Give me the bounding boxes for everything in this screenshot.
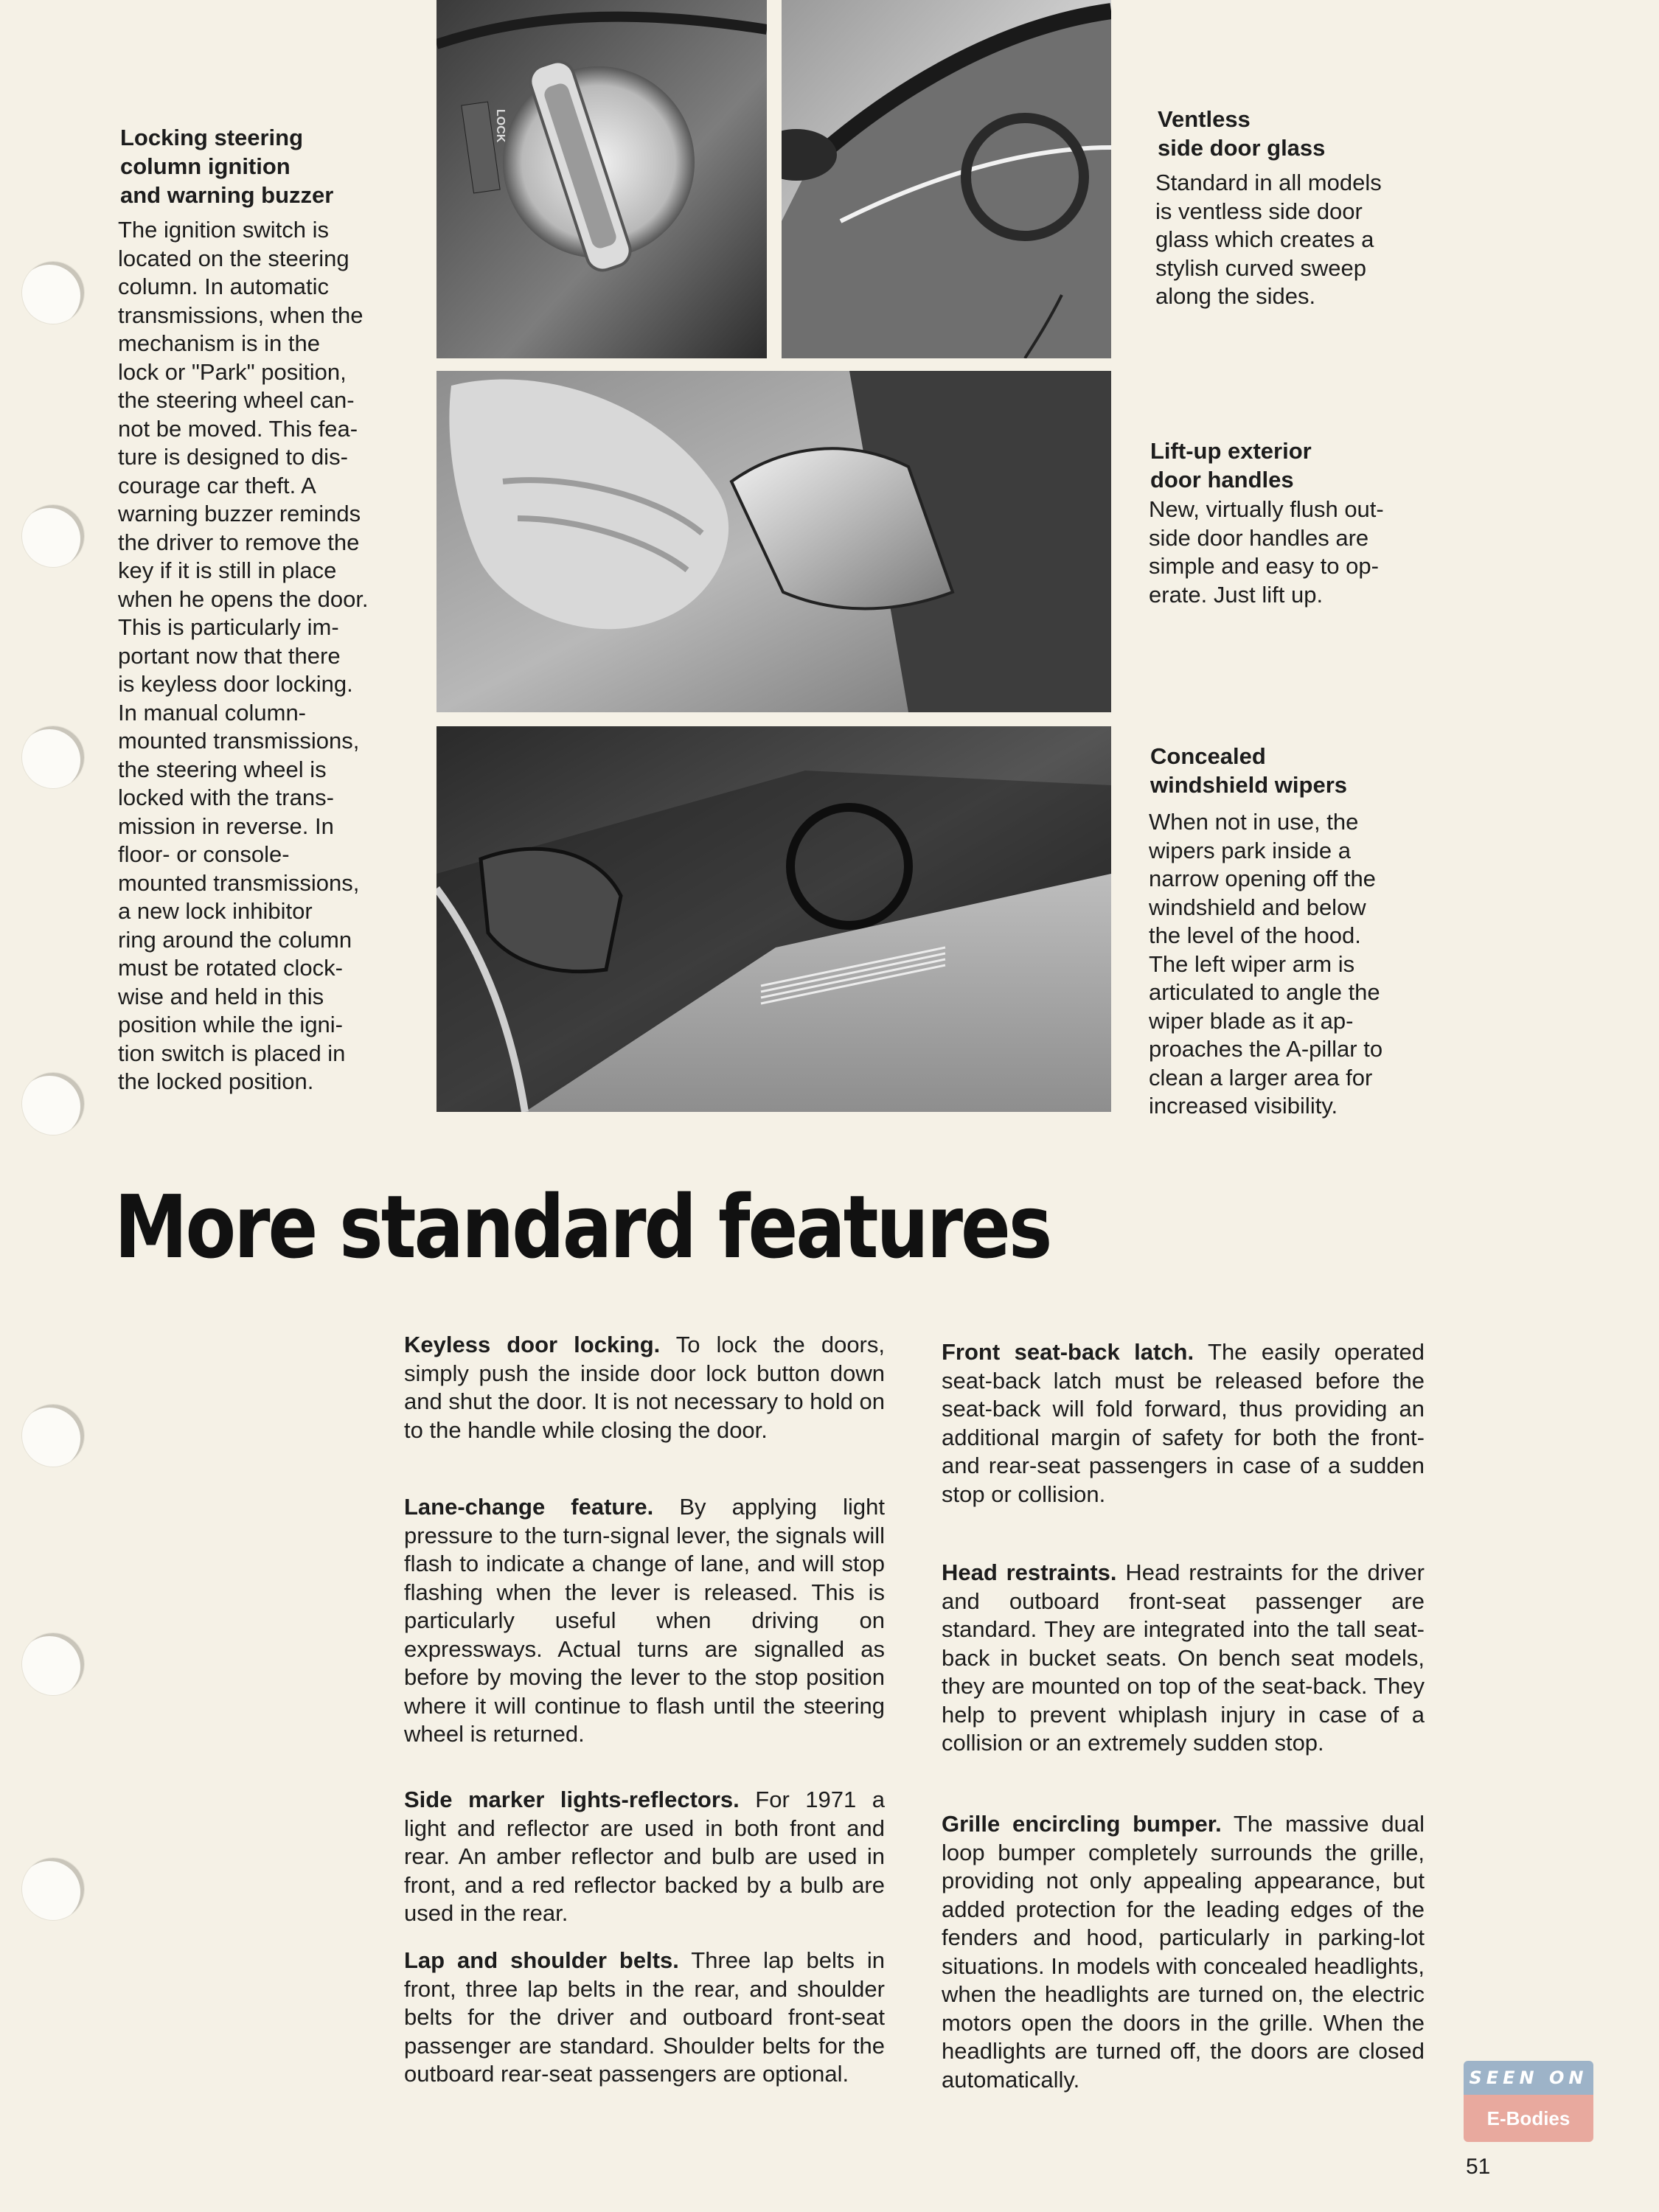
page-number: 51: [1466, 2154, 1491, 2179]
feature-grille-bumper: [942, 1810, 1425, 2094]
punch-hole: [22, 262, 84, 324]
feature-title: Keyless door locking.: [404, 1332, 661, 1357]
feature-title: Grille encircling bumper.: [942, 1811, 1222, 1837]
feature-text: The easily operated seat-back latch must be released before the seat-back will fold forward, thus providing an additional margin of safety for both the front- and rear-seat passengers in case of a sudden stop or collision.: [942, 1339, 1425, 1507]
photo-door-handle: [437, 371, 1111, 712]
feature-text: Head restraints for the driver and outboard front-seat passenger are standard. They are integrated into the tall seat-back in bucket seats. On bench seat models, they are mounted on top of the seat-back. They help to prevent whiplash injury in case of a collision or an extremely sudden stop.: [942, 1559, 1425, 1756]
feature-title: Front seat-back latch.: [942, 1339, 1194, 1365]
feature-side-marker-lights: [404, 1786, 885, 1928]
feature-title: Lap and shoulder belts.: [404, 1947, 679, 1973]
photo-lock-label: LOCK: [494, 109, 507, 143]
photo-ventless-glass: [782, 0, 1111, 358]
feature-text: By applying light pressure to the turn-signal lever, the signals will flash to indicate a change of lane, and will stop flashing when the lever is released. This is particularly useful when driving on expressways. Actual turns are signalled as before by moving the lever to the stop position where it will continue to flash until the steering wheel is returned.: [404, 1494, 885, 1747]
feature-text-concealed-wipers: When not in use, the wipers park inside a narrow opening off the windshield and below the level of the hood. The left wiper arm is articulated to angle the wiper blade as it ap- proaches the A-pillar to clean a larger area for increased visibility.: [1149, 809, 1383, 1119]
feature-text-door-handles: New, virtually flush out- side door handles are simple and easy to op- erate. Just lift up.: [1149, 496, 1384, 608]
feature-seat-back-latch: [942, 1338, 1425, 1509]
feature-head-restraints: [942, 1559, 1425, 1758]
seen-on-watermark: [1464, 2061, 1593, 2142]
feature-title: Lane-change feature.: [404, 1494, 654, 1520]
watermark-bottom-text: E-Bodies: [1464, 2095, 1593, 2142]
punch-hole: [22, 1858, 84, 1920]
feature-heading-steering-lock: Locking steering column ignition and warning buzzer: [120, 125, 334, 208]
feature-text: Three lap belts in front, three lap belts in the rear, and shoulder belts for the driver and outboard front-seat passenger are standard. Shoulder belts for the outboard rear-seat passengers are optional.: [404, 1947, 886, 2087]
feature-heading-concealed-wipers: Concealed windshield wipers: [1150, 743, 1347, 798]
feature-heading-door-handles: Lift-up exterior door handles: [1150, 438, 1312, 493]
photo-concealed-wipers: [437, 726, 1111, 1112]
feature-title: Head restraints.: [942, 1559, 1117, 1585]
punch-hole: [22, 1405, 84, 1467]
punch-hole: [22, 1073, 84, 1135]
feature-text-steering-lock: The ignition switch is located on the steering column. In automatic transmissions, when the mechanism is in the lock or "Park" position, the steering wheel can- not be moved. This fea- ture is designed to dis- courage car theft. A warning buzzer reminds the driver to remove the key if it is still in place when he opens the door. This is particularly im- portant now that there is keyless door locking. In manual column- mounted transmissions, the steering wheel is locked with the trans- mission in reverse. In floor- or console- mounted transmissions, a new lock inhibitor ring around the column must be rotated clock- wise and held in this position while the igni- tion switch is placed in the locked position.: [118, 217, 369, 1094]
feature-heading-ventless-glass: Ventless side door glass: [1158, 106, 1326, 161]
punch-hole: [22, 1633, 84, 1695]
punch-hole: [22, 726, 84, 788]
feature-text: For 1971 a light and reflector are used in both front and rear. An amber reflector and bulb are used in front, and a red reflector backed by a bulb are used in the rear.: [404, 1787, 885, 1926]
feature-title: Side marker lights-reflectors.: [404, 1787, 740, 1812]
feature-text: To lock the doors, simply push the inside door lock button down and shut the door. It is not necessary to hold on to the handle while closing the door.: [404, 1332, 885, 1443]
watermark-top-text: SEEN ON: [1464, 2061, 1593, 2095]
section-title: More standard features: [114, 1176, 1051, 1279]
feature-keyless-locking: [404, 1331, 885, 1444]
feature-lap-shoulder-belts: [404, 1947, 885, 2089]
feature-text-ventless-glass: Standard in all models is ventless side door glass which creates a stylish curved sweep along the sides.: [1155, 170, 1382, 309]
photo-ignition-lock: [437, 0, 767, 358]
feature-lane-change: [404, 1493, 885, 1749]
punch-hole: [22, 505, 84, 567]
feature-text: The massive dual loop bumper completely surrounds the grille, providing not only appealing appearance, but added protection for the leading edges of the fenders and hood, particularly in parking-lot situations. In models with concealed headlights, when the headlights are turned on, the electric motors open the doors in the grille. When the headlights are turned off, the doors are closed automatically.: [942, 1811, 1425, 2093]
